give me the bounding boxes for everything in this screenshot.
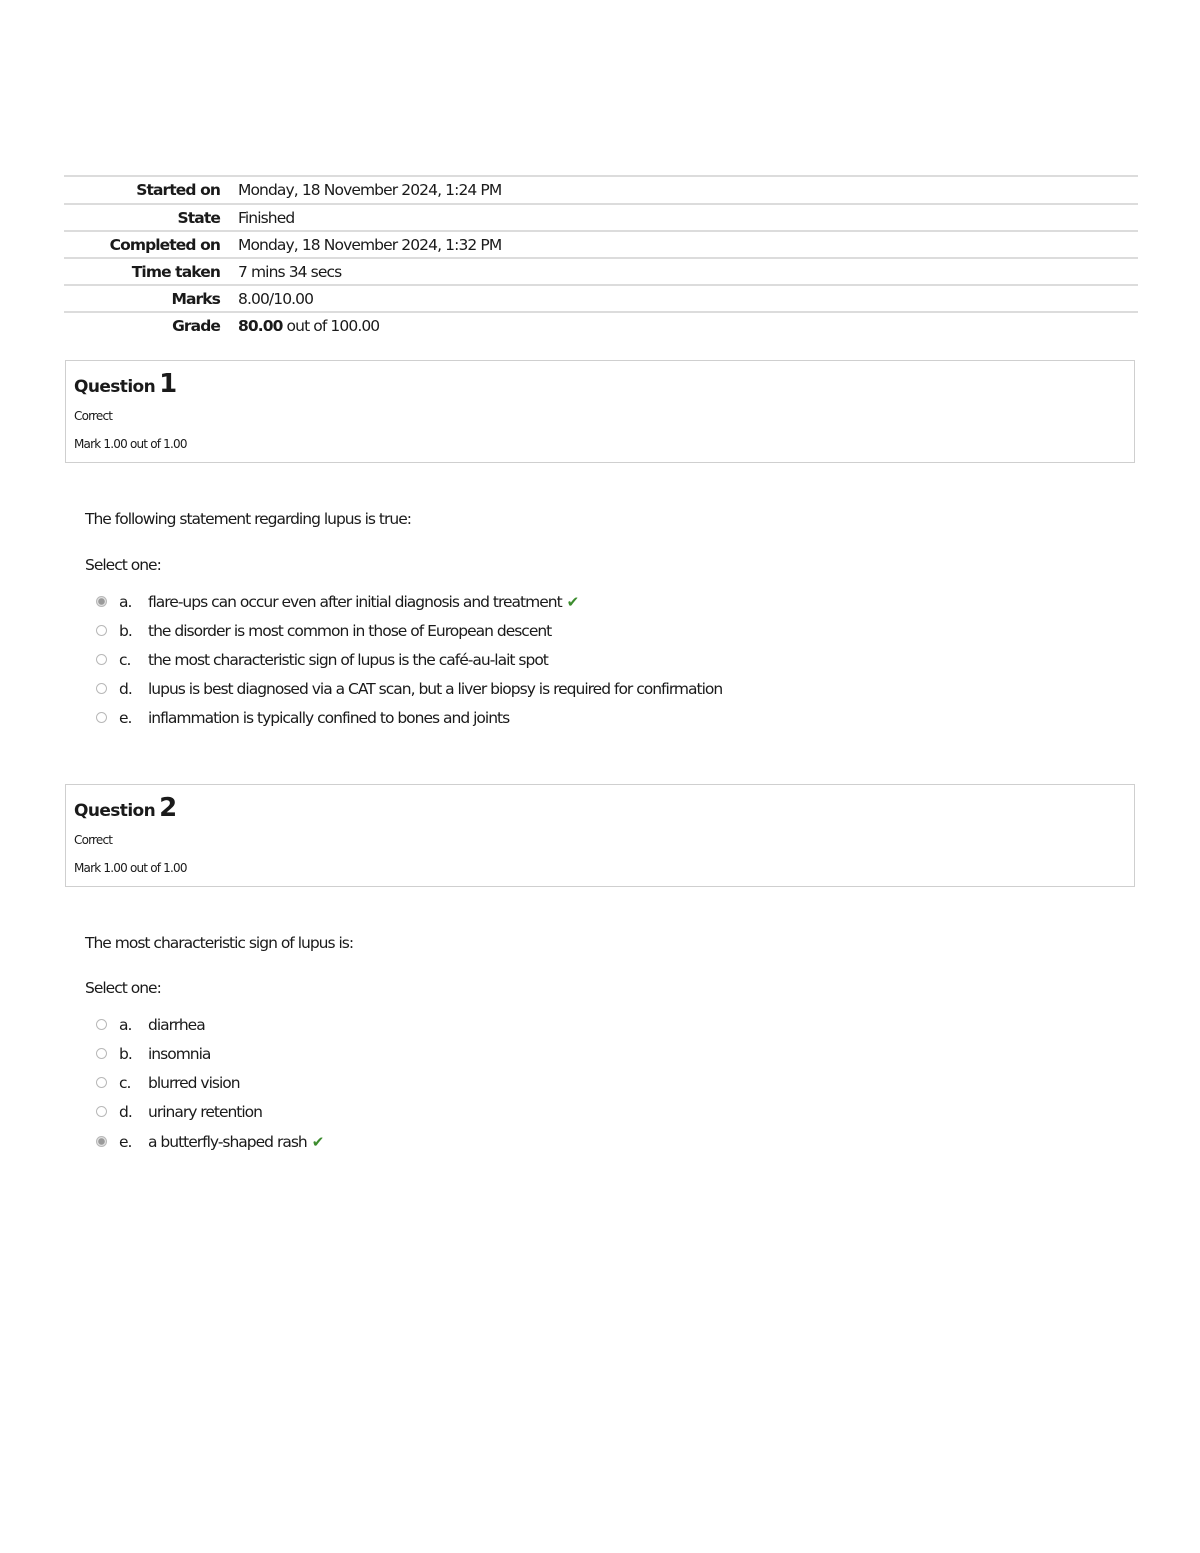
select-one-prompt: Select one: [85,979,161,997]
option-label: lupus is best diagnosed via a CAT scan, but a liver biopsy is required for confirmation [148,680,723,698]
option-letter: d. [119,680,132,698]
question-2-info [65,784,1135,887]
option-label: urinary retention [148,1103,262,1121]
question-1-text: The following statement regarding lupus is true: [85,510,411,528]
summary-label: Completed on [64,231,238,258]
summary-value: 8.00/10.00 [238,285,1138,312]
grade-score: 80.00 [238,316,283,335]
option-letter: a. [119,593,132,611]
option-letter: c. [119,1074,131,1092]
check-icon: ✔ [566,593,579,611]
question-label: Question [74,377,156,397]
summary-row-time-taken [64,258,1138,285]
select-one-prompt: Select one: [85,556,161,574]
option-letter: e. [119,709,132,727]
summary-row-grade [64,312,1138,338]
attempt-summary-table [64,175,1138,338]
summary-row-state [64,204,1138,231]
option-text [148,593,578,611]
summary-label: State [64,204,238,231]
radio-button[interactable] [96,625,107,636]
radio-button[interactable] [96,654,107,665]
question-mark: Mark 1.00 out of 1.00 [74,437,187,451]
summary-label: Marks [64,285,238,312]
summary-value: Finished [238,204,1138,231]
option-label: a butterfly-shaped rash [148,1133,307,1151]
radio-button[interactable] [96,1077,107,1088]
option-label: the most characteristic sign of lupus is the café-au-lait spot [148,651,548,669]
summary-row-completed-on [64,231,1138,258]
option-label: flare-ups can occur even after initial diagnosis and treatment [148,593,562,611]
question-title [74,369,177,399]
option-letter: b. [119,1045,132,1063]
summary-label: Time taken [64,258,238,285]
option-letter: e. [119,1133,132,1151]
summary-value: 7 mins 34 secs [238,258,1138,285]
question-number: 2 [159,793,177,823]
option-letter: d. [119,1103,132,1121]
option-label: insomnia [148,1045,211,1063]
option-letter: c. [119,651,131,669]
question-label: Question [74,801,156,821]
radio-button-selected[interactable] [96,1136,107,1147]
summary-label: Started on [64,176,238,204]
summary-label: Grade [64,312,238,338]
question-state: Correct [74,409,113,423]
option-letter: b. [119,622,132,640]
summary-value [238,312,1138,338]
option-text [148,1133,323,1151]
question-mark: Mark 1.00 out of 1.00 [74,861,187,875]
summary-value: Monday, 18 November 2024, 1:24 PM [238,176,1138,204]
radio-button[interactable] [96,712,107,723]
radio-button[interactable] [96,1106,107,1117]
question-state: Correct [74,833,113,847]
option-label: the disorder is most common in those of European descent [148,622,552,640]
summary-row-started-on [64,176,1138,204]
check-icon: ✔ [311,1133,324,1151]
radio-button[interactable] [96,683,107,694]
radio-button-selected[interactable] [96,596,107,607]
radio-button[interactable] [96,1019,107,1030]
option-letter: a. [119,1016,132,1034]
question-title [74,793,177,823]
question-1-info [65,360,1135,463]
question-number: 1 [159,369,177,399]
grade-out-of: out of 100.00 [282,316,380,335]
option-label: diarrhea [148,1016,205,1034]
summary-row-marks [64,285,1138,312]
option-label: blurred vision [148,1074,240,1092]
question-2-text: The most characteristic sign of lupus is: [85,934,354,952]
option-label: inflammation is typically confined to bones and joints [148,709,510,727]
radio-button[interactable] [96,1048,107,1059]
summary-value: Monday, 18 November 2024, 1:32 PM [238,231,1138,258]
